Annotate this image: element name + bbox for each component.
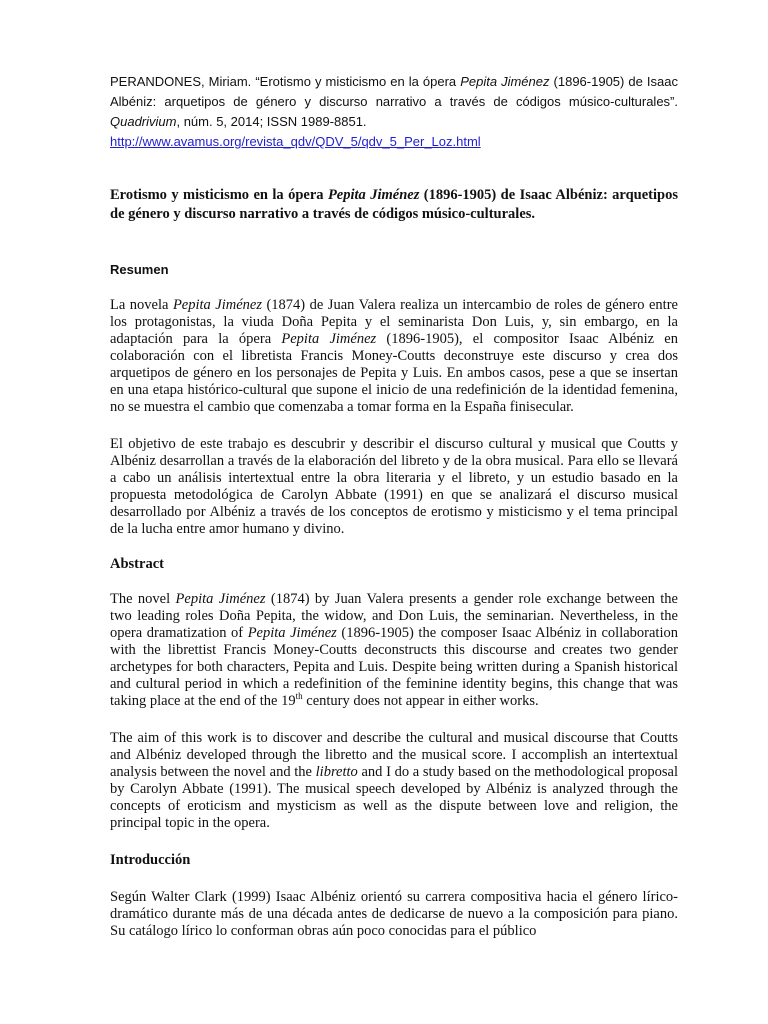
abstract-paragraph-1 [110,591,678,710]
resumen-heading: Resumen [110,262,169,277]
article-title-italic: Pepita Jiménez [327,187,420,203]
article-title [110,186,678,224]
citation-quote-open: “Erotismo y misticismo en la ópera [251,74,461,89]
introduccion-heading: Introducción [110,852,191,868]
resumen-paragraph-1 [110,297,678,416]
abstract-p1-superscript: th [295,691,303,702]
article-title-part1: Erotismo y misticismo en la ópera [110,187,328,203]
resumen-p1-text-b: (1874) de Juan Valera realiza un intercambio de roles de género entre los protagonistas, la viuda Doña Pepita y el seminarista Don Luis, y, sin embargo, en la adaptación para la ópera [110,297,678,347]
abstract-p1-italic-2: Pepita Jiménez [247,625,337,641]
citation-block [110,72,678,152]
abstract-heading: Abstract [110,556,164,572]
abstract-paragraph-2 [110,730,678,832]
resumen-p1-text-c: (1896-1905), el compositor Isaac Albéniz en colaboración con el libretista Francis Money-Coutts deconstruye este discurso y crea dos arquetipos de género en los personajes de Pepita y Luis. En ambos casos, pese a que se insertan en una etapa histórico-cultural que supone el inicio de una redefinición de la identidad femenina, no se muestra el cambio que comenzaba a tomar forma en la España finisecular. [110,331,678,415]
citation-quote-rest: (1896-1905) de Isaac Albéniz: arquetipos de género y discurso narrativo a través de códigos músico-culturales”. [110,74,678,109]
citation-journal: Quadrivium [110,114,177,129]
resumen-p1-italic-1: Pepita Jiménez [172,297,262,313]
resumen-p1-text-a: La novela [110,297,173,313]
abstract-p2-italic: libretto [315,764,358,780]
citation-opera-title: Pepita Jiménez [460,74,550,89]
citation-details: , núm. 5, 2014; ISSN 1989-8851. [176,114,367,129]
resumen-paragraph-2: El objetivo de este trabajo es descubrir y describir el discurso cultural y musical que Coutts y Albéniz desarrollan a través de la elaboración del libreto y de la obra musical. Para ello se llevará a cabo un análisis intertextual entre la obra literaria y el libreto, y un estudio basado en la propuesta metodológica de Carolyn Abbate (1991) en que se analizará el discurso musical desarrollado por Albéniz a través de los conceptos de erotismo y misticismo y el tema principal de la lucha entre amor humano y divino. [110,436,678,537]
citation-author: PERANDONES, Miriam. [110,74,252,89]
abstract-p1-italic-1: Pepita Jiménez [175,591,266,607]
introduccion-paragraph-1: Según Walter Clark (1999) Isaac Albéniz orientó su carrera compositiva hacia el género lírico-dramático durante más de una década antes de dedicarse de nuevo a la composición para piano. Su catálogo lírico lo conforman obras aún poco conocidas para el público [110,889,678,939]
citation-url-link[interactable]: http://www.avamus.org/revista_qdv/QDV_5/qdv_5_Per_Loz.html [110,134,481,149]
abstract-p1-text-d: century does not appear in either works. [302,693,539,709]
article-title-part2: (1896-1905) de Isaac Albéniz: arquetipos de género y discurso narrativo a través de códigos músico-culturales. [110,187,678,222]
abstract-p2-text-b: and I do a study based on the methodological proposal by Carolyn Abbate (1991). The musical speech developed by Albéniz is analyzed through the concepts of eroticism and mysticism as well as the dispute between love and religion, the principal topic in the opera. [110,764,678,831]
abstract-p1-text-c: (1896-1905) the composer Isaac Albéniz in collaboration with the librettist Francis Money-Coutts deconstructs this discourse and creates two gender archetypes for both characters, Pepita and Luis. Despite being written during a Spanish historical and cultural period in which a redefinition of the feminine identity begins, this change that was taking place at the end of the 19 [110,625,678,709]
resumen-p1-italic-2: Pepita Jiménez [281,331,377,347]
abstract-p1-text-b: (1874) by Juan Valera presents a gender role exchange between the two leading roles Doña Pepita, the widow, and Don Luis, the seminarian. Nevertheless, in the opera dramatization of [110,591,678,641]
abstract-p1-text-a: The novel [110,591,176,607]
abstract-p2-text-a: The aim of this work is to discover and describe the cultural and musical discourse that Coutts and Albéniz developed through the libretto and the musical score. I accomplish an intertextual analysis between the novel and the [110,730,678,780]
